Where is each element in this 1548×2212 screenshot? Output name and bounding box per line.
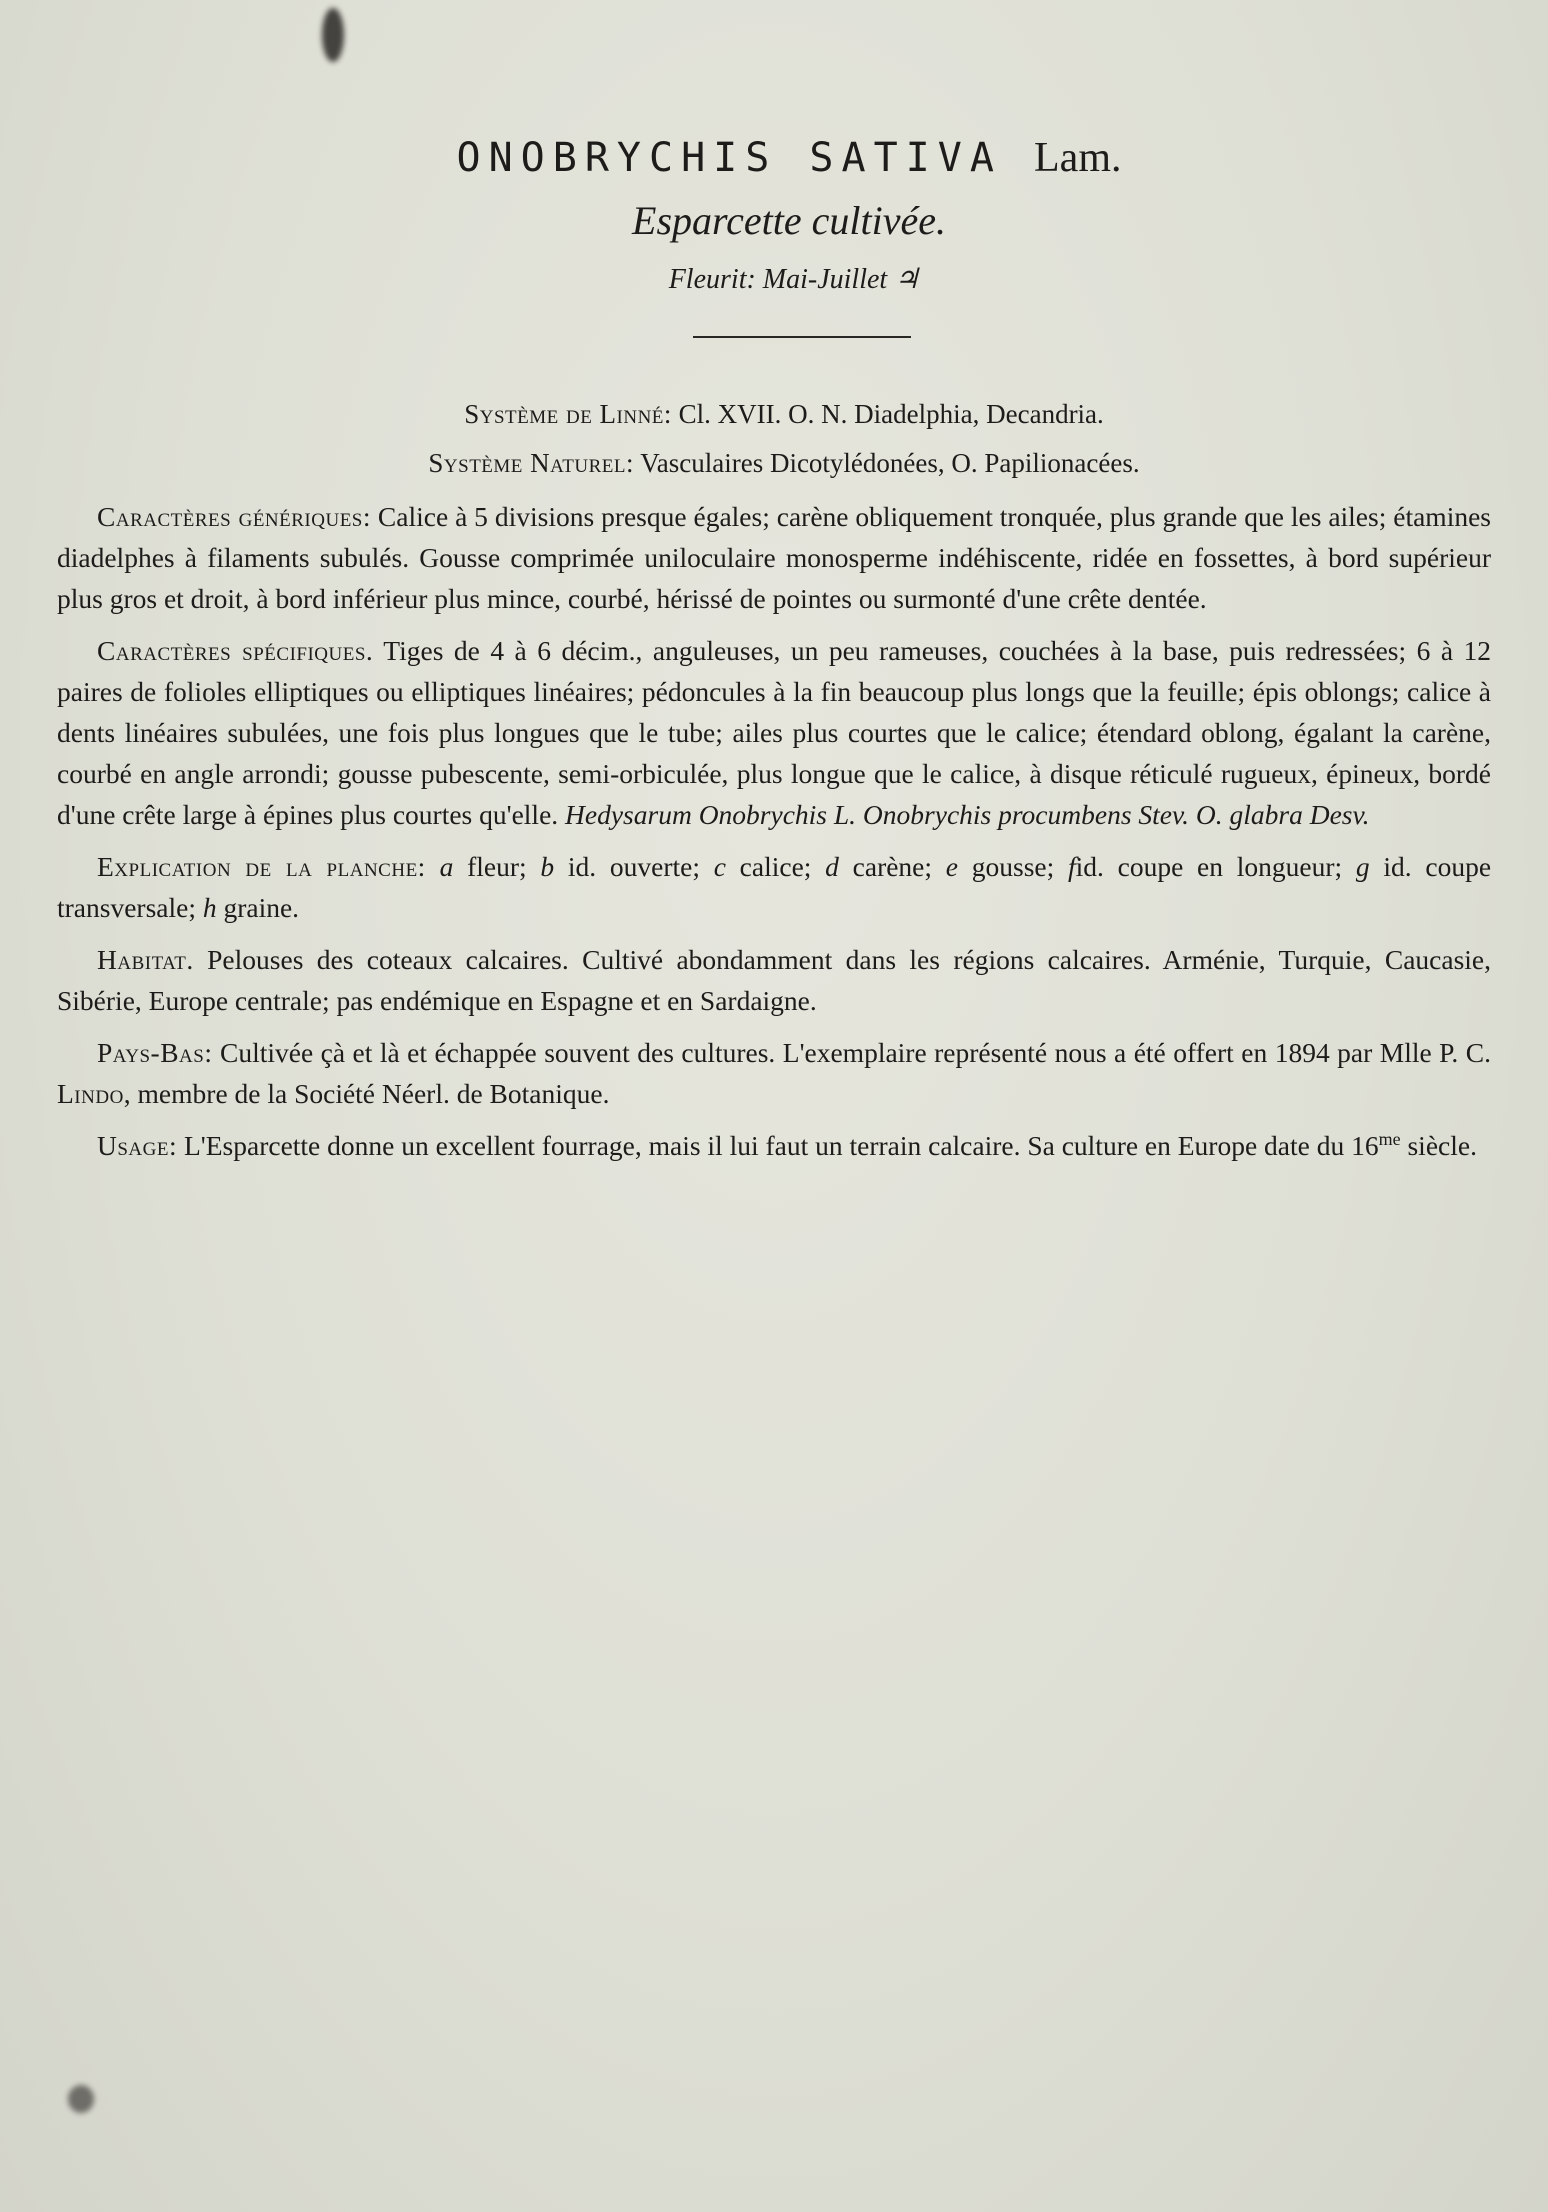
- generiques-text: Calice à 5 divisions presque égales; carène obliquement tronquée, plus grande que les ailes; étamines diadelphes à filaments subulés. Gousse comprimée uniloculaire monosperme indéhiscente, ridée en fossettes, à bord supérieur plus gros et droit, à bord inférieur plus mince, courbé, hérissé de pointes ou surmonté d'une crête dentée.: [57, 501, 1491, 614]
- figure-letter: e: [945, 851, 958, 882]
- figure-letter: h: [202, 892, 217, 923]
- figure-caption: gousse;: [958, 851, 1068, 882]
- document-header: [0, 130, 1548, 338]
- figure-caption: id. ouverte;: [554, 851, 714, 882]
- habitat-text: Pelouses des coteaux calcaires. Cultivé abondamment dans les régions calcaires. Arménie, Turquie, Caucasie, Sibérie, Europe centrale; pas endémique en Espagne et en Sardaigne.: [57, 944, 1491, 1016]
- netherlands: [57, 1032, 1491, 1114]
- linne-label: Système de Linné:: [464, 399, 672, 429]
- figure-letter: d: [825, 851, 839, 882]
- figure-caption: carène;: [838, 851, 946, 882]
- pays-bas-text-end: , membre de la Société Néerl. de Botanique.: [123, 1078, 610, 1109]
- figure-caption: graine.: [216, 892, 300, 923]
- description-body: [57, 496, 1491, 1177]
- figure-letter: b: [540, 851, 555, 882]
- figure-letter: f: [1067, 851, 1076, 882]
- habitat-label: Habitat.: [97, 944, 194, 975]
- specifiques-label: Caractères spécifiques.: [97, 635, 374, 666]
- specifiques-text: Tiges de 4 à 6 décim., anguleuses, un peu rameuses, couchées à la base, puis redressées; 6 à 12 paires de folioles elliptiques ou elliptiques linéaires; pédoncules à la fin beaucoup plus longs que la feuille; épis oblongs; calice à dents linéaires subulées, une fois plus longues que le tube; ailes plus courtes que le calice; étendard oblong, égalant la carène, courbé en angle arrondi; gousse pubescente, semi-orbiculée, plus longue que le calice, à disque réticulé rugueux, épineux, bordé d'une crête large à épines plus courtes qu'elle.: [57, 635, 1492, 830]
- linne-system: [0, 397, 1548, 431]
- species-name: ONOBRYCHIS SATIVA: [456, 135, 1002, 181]
- species-author: Lam.: [1034, 135, 1122, 181]
- pays-bas-label: Pays-Bas:: [97, 1037, 213, 1068]
- donor-name: Lindo: [57, 1078, 124, 1109]
- usage-text-end: siècle.: [1400, 1130, 1477, 1161]
- specific-characters: [57, 630, 1491, 835]
- generiques-label: Caractères génériques:: [97, 501, 372, 532]
- pays-bas-text: Cultivée çà et là et échappée souvent des cultures. L'exemplaire représenté nous a été offert en 1894 par Mlle P. C.: [212, 1037, 1491, 1068]
- natural-system: [0, 446, 1548, 480]
- plate-explanation: [57, 846, 1491, 928]
- naturel-label: Système Naturel:: [428, 448, 634, 478]
- century-suffix: me: [1378, 1128, 1401, 1149]
- figure-caption: id. coupe en longueur;: [1075, 851, 1356, 882]
- page-title: [0, 130, 1548, 186]
- figure-caption: fleur;: [453, 851, 541, 882]
- ink-blot: [68, 2085, 94, 2113]
- figure-letter: a: [439, 851, 454, 882]
- synonyms: Hedysarum Onobrychis L. Onobrychis procumbens Stev. O. glabra Desv.: [565, 799, 1370, 830]
- common-name: Esparcette cultivée.: [632, 198, 946, 243]
- figure-letter: c: [713, 851, 726, 882]
- habitat: [57, 939, 1491, 1021]
- usage-label: Usage:: [97, 1130, 178, 1161]
- naturel-text: Vasculaires Dicotylédonées, O. Papilionacées.: [633, 448, 1140, 478]
- divider: [693, 336, 911, 338]
- figure-caption: calice;: [725, 851, 826, 882]
- flowering-period: Fleurit: Mai-Juillet ♃: [668, 264, 920, 295]
- explication-label: Explication de la planche:: [97, 851, 426, 882]
- usage-text: L'Esparcette donne un excellent fourrage, mais il lui faut un terrain calcaire. Sa culture en Europe date du 16: [177, 1130, 1379, 1161]
- generic-characters: [57, 496, 1491, 619]
- figure-letter: g: [1355, 851, 1370, 882]
- linne-text: Cl. XVII. O. N. Diadelphia, Decandria.: [671, 399, 1104, 429]
- usage: [57, 1125, 1491, 1166]
- ink-blot: [322, 8, 344, 62]
- figure-caption: id. coupe transversale;: [57, 851, 1492, 923]
